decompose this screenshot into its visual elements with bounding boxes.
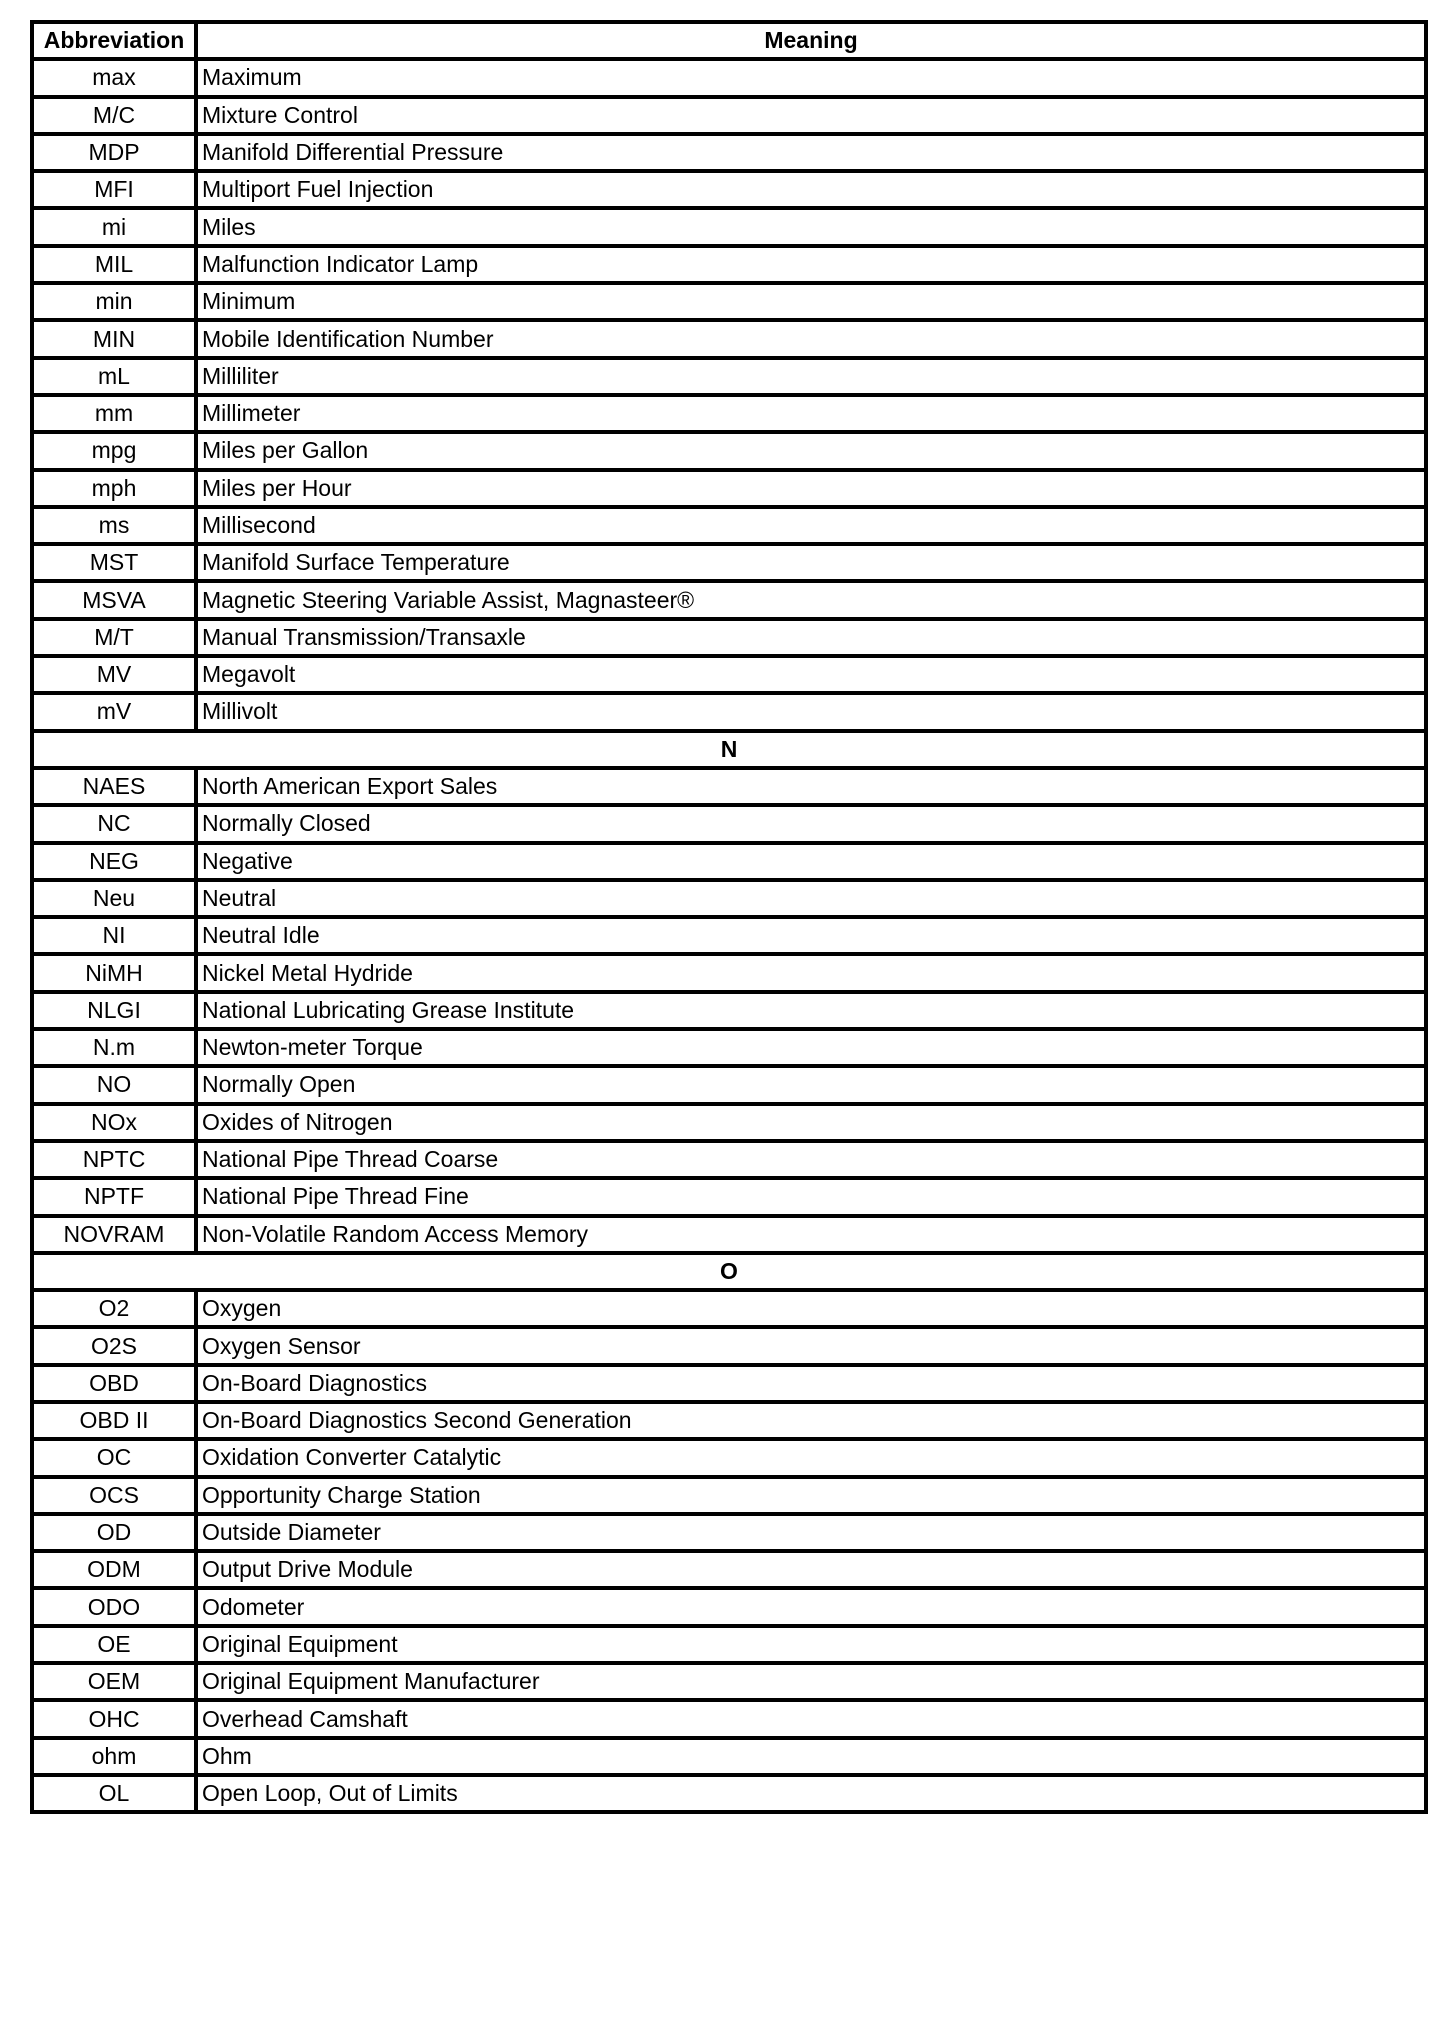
meaning-cell: Millisecond [196,507,1426,544]
meaning-cell: National Pipe Thread Coarse [196,1141,1426,1178]
abbreviation-cell: OHC [32,1700,196,1737]
meaning-cell: Oxidation Converter Catalytic [196,1439,1426,1476]
meaning-cell: Nickel Metal Hydride [196,954,1426,991]
abbreviation-cell: NOx [32,1104,196,1141]
abbreviation-cell: ODO [32,1588,196,1625]
abbreviation-cell: MV [32,656,196,693]
meaning-cell: Manifold Surface Temperature [196,544,1426,581]
abbreviation-cell: NPTC [32,1141,196,1178]
meaning-cell: Millivolt [196,693,1426,730]
table-row [32,59,1426,96]
abbreviation-cell: NO [32,1066,196,1103]
meaning-cell: Non-Volatile Random Access Memory [196,1216,1426,1253]
abbreviation-cell: mi [32,208,196,245]
abbreviation-cell: NC [32,805,196,842]
meaning-cell: Maximum [196,59,1426,96]
abbreviation-cell: ODM [32,1551,196,1588]
table-row [32,1588,1426,1625]
abbreviation-cell: ms [32,507,196,544]
meaning-cell: Neutral [196,880,1426,917]
meaning-cell: Mobile Identification Number [196,320,1426,357]
abbreviation-cell: NOVRAM [32,1216,196,1253]
table-row [32,134,1426,171]
abbreviation-cell: M/C [32,97,196,134]
section-header-row [32,731,1426,768]
table-row [32,1290,1426,1327]
abbreviation-cell: min [32,283,196,320]
table-row [32,283,1426,320]
meaning-cell: Opportunity Charge Station [196,1477,1426,1514]
abbreviation-cell: M/T [32,619,196,656]
table-row [32,544,1426,581]
table-row [32,507,1426,544]
table-row [32,1626,1426,1663]
meaning-cell: Miles per Gallon [196,432,1426,469]
table-row [32,1551,1426,1588]
table-row [32,992,1426,1029]
abbreviation-cell: mm [32,395,196,432]
table-row [32,432,1426,469]
abbreviation-cell: NI [32,917,196,954]
table-row [32,1029,1426,1066]
abbreviation-cell: OE [32,1626,196,1663]
meaning-cell: Millimeter [196,395,1426,432]
meaning-cell: On-Board Diagnostics [196,1365,1426,1402]
meaning-cell: Open Loop, Out of Limits [196,1775,1426,1812]
abbreviation-cell: Neu [32,880,196,917]
abbreviation-cell: mV [32,693,196,730]
abbreviation-cell: MDP [32,134,196,171]
meaning-cell: Normally Closed [196,805,1426,842]
table-row [32,581,1426,618]
table-row [32,246,1426,283]
abbreviation-cell: NiMH [32,954,196,991]
table-row [32,1178,1426,1215]
meaning-cell: Odometer [196,1588,1426,1625]
abbreviation-cell: O2S [32,1327,196,1364]
table-row [32,1663,1426,1700]
meaning-cell: Overhead Camshaft [196,1700,1426,1737]
meaning-cell: Miles per Hour [196,470,1426,507]
meaning-cell: Milliliter [196,358,1426,395]
meaning-cell: Manual Transmission/Transaxle [196,619,1426,656]
table-row [32,805,1426,842]
abbreviation-cell: mpg [32,432,196,469]
abbreviation-cell: ohm [32,1738,196,1775]
meaning-cell: North American Export Sales [196,768,1426,805]
table-row [32,358,1426,395]
meaning-cell: National Lubricating Grease Institute [196,992,1426,1029]
abbreviation-cell: NPTF [32,1178,196,1215]
table-row [32,917,1426,954]
abbreviation-cell: mL [32,358,196,395]
abbreviation-cell: MSVA [32,581,196,618]
meaning-cell: Negative [196,843,1426,880]
table-row [32,1402,1426,1439]
table-row [32,1066,1426,1103]
abbreviation-cell: OBD [32,1365,196,1402]
table-row [32,1141,1426,1178]
abbreviation-cell: O2 [32,1290,196,1327]
abbreviation-cell: OC [32,1439,196,1476]
meaning-cell: Newton-meter Torque [196,1029,1426,1066]
abbreviation-cell: MST [32,544,196,581]
table-row [32,693,1426,730]
meaning-cell: Multiport Fuel Injection [196,171,1426,208]
abbreviation-cell: NEG [32,843,196,880]
meaning-cell: Megavolt [196,656,1426,693]
table-row [32,1700,1426,1737]
meaning-cell: Magnetic Steering Variable Assist, Magnasteer® [196,581,1426,618]
table-row [32,1514,1426,1551]
meaning-cell: Oxygen Sensor [196,1327,1426,1364]
table-row [32,768,1426,805]
table-row [32,1327,1426,1364]
abbreviation-column-header: Abbreviation [32,22,196,59]
table-row [32,656,1426,693]
meaning-cell: Minimum [196,283,1426,320]
meaning-cell: National Pipe Thread Fine [196,1178,1426,1215]
section-letter: N [32,731,1426,768]
meaning-cell: Original Equipment Manufacturer [196,1663,1426,1700]
meaning-cell: Mixture Control [196,97,1426,134]
table-row [32,1439,1426,1476]
meaning-cell: Normally Open [196,1066,1426,1103]
table-body [32,59,1426,1812]
meaning-cell: Ohm [196,1738,1426,1775]
table-header-row [32,22,1426,59]
abbreviation-cell: MIN [32,320,196,357]
meaning-cell: Original Equipment [196,1626,1426,1663]
table-row [32,1104,1426,1141]
meaning-cell: On-Board Diagnostics Second Generation [196,1402,1426,1439]
abbreviations-table [30,20,1428,1814]
table-row [32,395,1426,432]
table-row [32,954,1426,991]
meaning-cell: Neutral Idle [196,917,1426,954]
meaning-column-header: Meaning [196,22,1426,59]
abbreviation-cell: N.m [32,1029,196,1066]
table-row [32,470,1426,507]
table-row [32,1365,1426,1402]
abbreviation-cell: max [32,59,196,96]
meaning-cell: Outside Diameter [196,1514,1426,1551]
meaning-cell: Output Drive Module [196,1551,1426,1588]
table-row [32,1775,1426,1812]
table-row [32,97,1426,134]
abbreviation-cell: mph [32,470,196,507]
section-letter: O [32,1253,1426,1290]
abbreviation-cell: OBD II [32,1402,196,1439]
abbreviation-cell: OL [32,1775,196,1812]
abbreviation-cell: OCS [32,1477,196,1514]
table-row [32,1216,1426,1253]
table-row [32,208,1426,245]
abbreviation-cell: MFI [32,171,196,208]
table-row [32,320,1426,357]
meaning-cell: Malfunction Indicator Lamp [196,246,1426,283]
meaning-cell: Oxygen [196,1290,1426,1327]
abbreviation-cell: NAES [32,768,196,805]
table-row [32,619,1426,656]
section-header-row [32,1253,1426,1290]
abbreviation-cell: OD [32,1514,196,1551]
table-row [32,1738,1426,1775]
meaning-cell: Manifold Differential Pressure [196,134,1426,171]
meaning-cell: Miles [196,208,1426,245]
abbreviation-cell: OEM [32,1663,196,1700]
table-row [32,171,1426,208]
abbreviation-cell: NLGI [32,992,196,1029]
abbreviation-cell: MIL [32,246,196,283]
table-row [32,1477,1426,1514]
meaning-cell: Oxides of Nitrogen [196,1104,1426,1141]
table-row [32,880,1426,917]
table-row [32,843,1426,880]
